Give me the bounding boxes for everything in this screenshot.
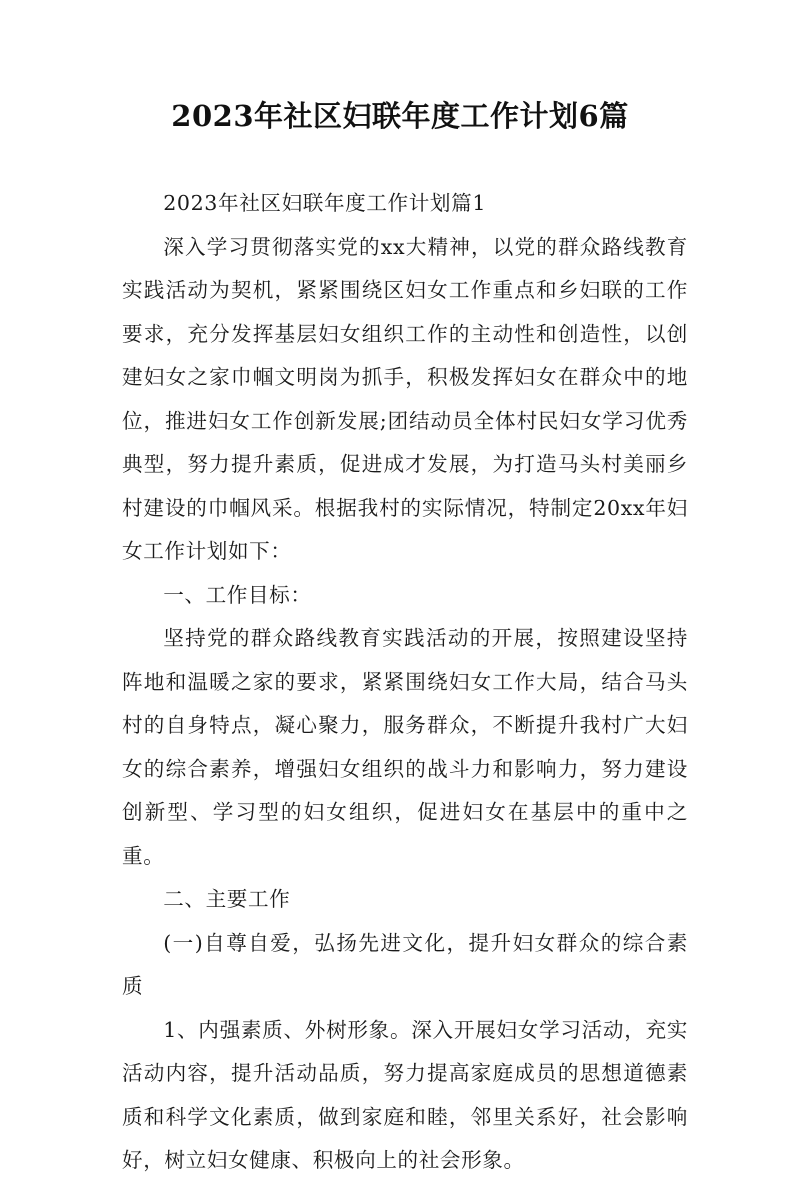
subheading-self-respect: (一)自尊自爱，弘扬先进文化，提升妇女群众的综合素质 xyxy=(122,930,688,998)
heading-work-goals: 一、工作目标： xyxy=(163,582,312,607)
item-1-paragraph: 1、内强素质、外树形象。深入开展妇女学习活动，充实活动内容，提升活动品质，努力提高家庭成员的思想道德素质和科学文化素质，做到家庭和睦，邻里关系好，社会影响好，树立妇女健康、积极向上的社会形象。 xyxy=(122,1017,688,1172)
document-body xyxy=(122,182,688,1183)
document-title: 2023年社区妇联年度工作计划6篇 xyxy=(171,99,629,133)
goals-paragraph: 坚持党的群众路线教育实践活动的开展，按照建设坚持阵地和温暖之家的要求，紧紧围绕妇女工作大局，结合马头村的自身特点，凝心聚力，服务群众，不断提升我村广大妇女的综合素养，增强妇女组织的战斗力和影响力，努力建设创新型、学习型的妇女组织，促进妇女在基层中的重中之重。 xyxy=(122,626,688,868)
intro-paragraph: 深入学习贯彻落实党的xx大精神，以党的群众路线教育实践活动为契机，紧紧围绕区妇女工作重点和乡妇联的工作要求，充分发挥基层妇女组织工作的主动性和创造性，以创建妇女之家巾帼文明岗为抓手，积极发挥妇女在群众中的地位，推进妇女工作创新发展;团结动员全体村民妇女学习优秀典型，努力提升素质，促进成才发展，为打造马头村美丽乡村建设的巾帼风采。根据我村的实际情况，特制定20xx年妇女工作计划如下： xyxy=(122,234,688,563)
section-title: 2023年社区妇联年度工作计划篇1 xyxy=(163,191,487,215)
heading-main-work: 二、主要工作 xyxy=(163,887,291,911)
